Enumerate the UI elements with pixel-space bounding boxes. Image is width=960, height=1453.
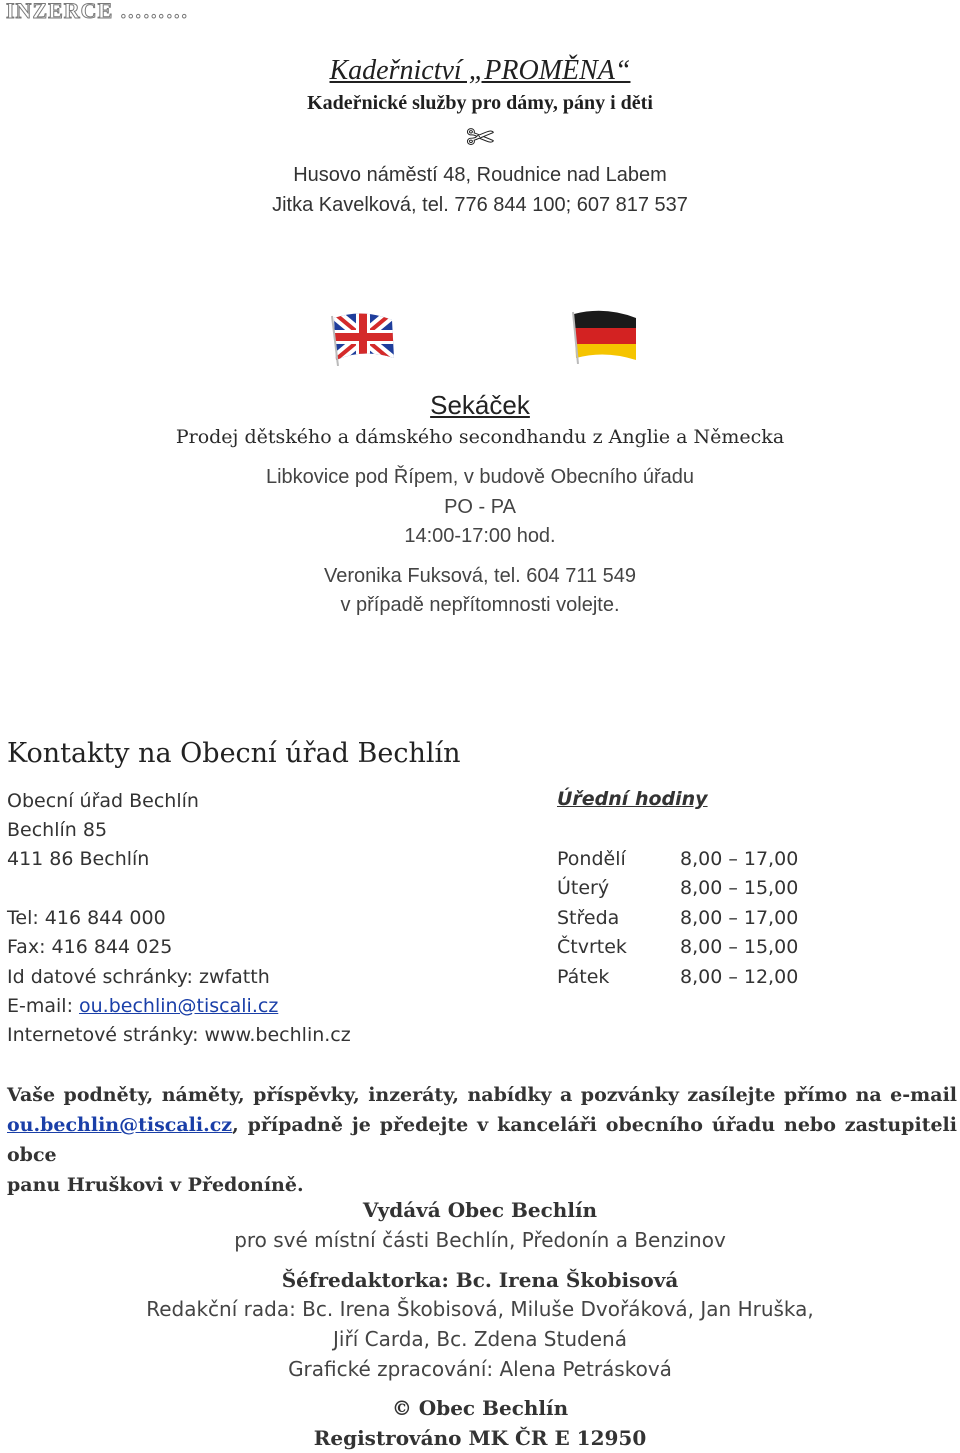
notice-line-2: , případně je předejte v kanceláři obecního úřadu nebo zastupiteli obce — [7, 1114, 957, 1166]
graphics-credit: Grafické zpracování: Alena Petrásková — [288, 1357, 672, 1381]
office-web: Internetové stránky: www.bechlin.cz — [7, 1024, 351, 1046]
office-databox: Id datové schránky: zwfatth — [7, 966, 270, 988]
registration: Registrováno MK ČR E 12950 — [313, 1426, 647, 1450]
hair-salon-tagline: Kadeřnické služby pro dámy, pány i děti — [307, 92, 653, 114]
germany-flag-icon — [570, 308, 640, 364]
submission-notice — [7, 1080, 957, 1200]
email-link[interactable]: ou.bechlin@tiscali.cz — [79, 995, 279, 1017]
notice-line-3: panu Hruškovi v Předoníně. — [7, 1174, 304, 1196]
hours-time: 8,00 – 15,00 — [680, 877, 799, 899]
uk-flag-icon — [328, 308, 398, 366]
shop-name: Sekáček — [430, 390, 530, 420]
hair-salon-contact: Jitka Kavelková, tel. 776 844 100; 607 817 537 — [272, 194, 688, 216]
office-email-line — [7, 995, 278, 1017]
notice-line-1: Vaše podněty, náměty, příspěvky, inzeráty, nabídky a pozvánky zasílejte přímo na e-mail — [7, 1084, 957, 1106]
office-hours-title: Úřední hodiny — [557, 788, 708, 810]
hours-day: Úterý — [557, 877, 610, 899]
shop-note: v případě nepřítomnosti volejte. — [340, 594, 620, 616]
hours-day: Čtvrtek — [557, 936, 627, 958]
editorial-board-1: Redakční rada: Bc. Irena Škobisová, Miluše Dvořáková, Jan Hruška, — [146, 1297, 814, 1321]
email-label: E-mail: — [7, 995, 80, 1017]
contacts-title: Kontakty na Obecní úřad Bechlín — [7, 738, 461, 769]
shop-days: PO - PA — [444, 496, 516, 518]
copyright: © Obec Bechlín — [391, 1396, 569, 1420]
office-fax: Fax: 416 844 025 — [7, 936, 173, 958]
shop-location: Libkovice pod Řípem, v budově Obecního úřadu — [265, 466, 695, 488]
hair-salon-name: Kadeřnictví „PROMĚNA“ — [329, 55, 631, 86]
office-tel: Tel: 416 844 000 — [7, 907, 166, 929]
office-street: Bechlín 85 — [7, 819, 108, 841]
office-city: 411 86 Bechlín — [7, 848, 150, 870]
notice-email-link[interactable]: ou.bechlin@tiscali.cz — [7, 1114, 233, 1136]
hours-day: Pátek — [557, 966, 610, 988]
editor-in-chief: Šéfredaktorka: Bc. Irena Škobisová — [281, 1268, 679, 1292]
section-header: INZERCE ……… — [6, 0, 189, 23]
hours-day: Středa — [557, 907, 620, 929]
hours-time: 8,00 – 17,00 — [680, 907, 799, 929]
hours-time: 8,00 – 15,00 — [680, 936, 799, 958]
hours-time: 8,00 – 17,00 — [680, 848, 799, 870]
scissors-icon: ✄ — [465, 120, 495, 157]
publisher: Vydává Obec Bechlín — [362, 1198, 598, 1222]
shop-tagline: Prodej dětského a dámského secondhandu z Anglie a Německa — [175, 426, 785, 448]
hours-time: 8,00 – 12,00 — [680, 966, 799, 988]
hours-day: Pondělí — [557, 848, 626, 870]
publisher-sub: pro své místní části Bechlín, Předonín a Benzinov — [234, 1228, 726, 1252]
hair-salon-address: Husovo náměstí 48, Roudnice nad Labem — [293, 164, 667, 186]
office-name: Obecní úřad Bechlín — [7, 790, 199, 812]
shop-contact: Veronika Fuksová, tel. 604 711 549 — [323, 565, 637, 587]
editorial-board-2: Jiří Carda, Bc. Zdena Studená — [333, 1327, 627, 1351]
shop-hours: 14:00-17:00 hod. — [404, 525, 556, 547]
